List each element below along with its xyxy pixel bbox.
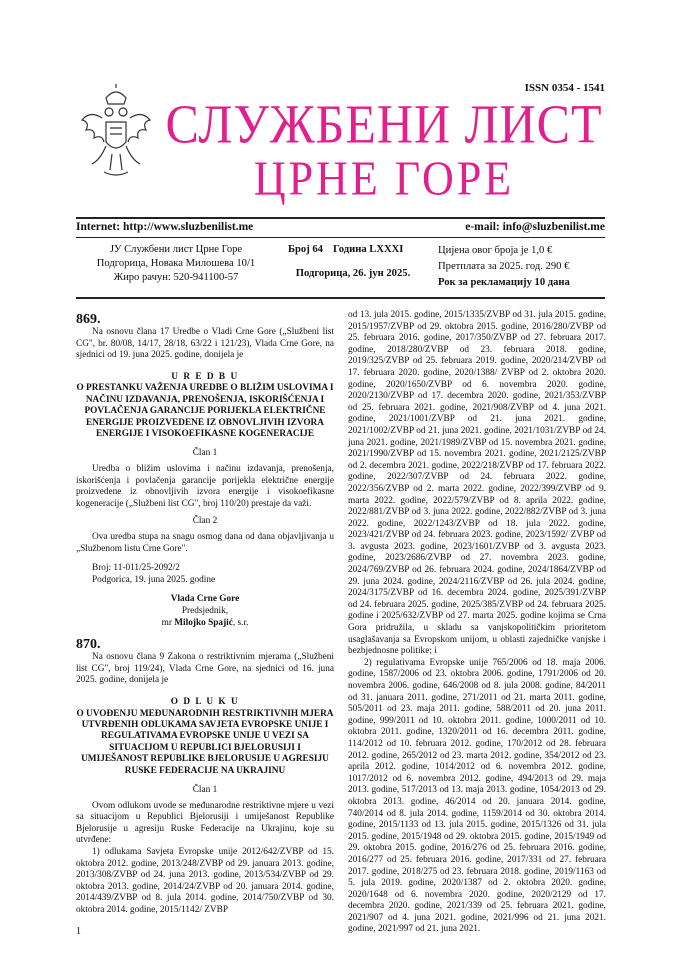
doc-title: O D L U K U <box>170 696 240 707</box>
list-item: 1) odlukama Savjeta Evropske unije 2012/642/ZVBP od 15. oktobra 2012. godine, 2013/248/ZVBP od 29. januara 2013. godine, 2013/308/ZVBP od 24. juna 2013. godine, 2013/534/ZVBP od 29. oktobra 2013. godine, 2014/24/ZVBP od 20. januara 2014. godine, 2014/439/ZVBP od 8. jula 2014. godine, 2014/750/ZVBP od 30. oktobra 2014. godine, 2015/1142/ ZVBP <box>76 846 334 915</box>
article-heading: Član 1 <box>192 784 218 795</box>
doc-reference: Broj: 11-011/25-2092/2 <box>92 563 180 574</box>
price-info: Цијена овог броја је 1,0 € Претплата за 2025. год. 290 € Рок за рекламацију 10 дана <box>438 245 570 288</box>
left-column <box>76 312 334 916</box>
doc-place-date: Podgorica, 19. juna 2025. godine <box>92 574 216 585</box>
issn: ISSN 0354 - 1541 <box>524 82 605 94</box>
issue-info <box>288 243 418 281</box>
masthead-subtitle: ЦРНЕ ГОРЕ <box>253 151 515 206</box>
header-rule-top <box>76 217 605 219</box>
email-link[interactable]: e-mail: info@sluzbenilist.me <box>465 221 605 233</box>
doc-number: 869. <box>76 312 101 327</box>
masthead-title: СЛУЖБЕНИ ЛИСТ <box>165 93 603 155</box>
coat-of-arms-icon <box>76 84 156 184</box>
article-text: Ovom odlukom uvode se međunarodne restriktivne mjere u vezi sa situacijom u Republici Bjelorusiji i umiješanost Republike Bjelorusije u agresiju Ruske Federacije na Ukrajinu, koje su utvrđene: <box>76 800 334 846</box>
header-rule-bottom <box>76 297 605 299</box>
right-column <box>348 310 606 936</box>
doc-intro: Na osnovu člana 17 Uredbe o Vladi Crne Gore („Službeni list CG", br. 80/08, 14/17, 28/18, 63/22 i 121/23), Vlada Crne Gore, na sjednici od 19. juna 2025. godine, donijela je <box>76 327 334 361</box>
issue-number: Број 64 <box>288 244 323 255</box>
page-number: 1 <box>76 926 81 937</box>
article-text: Ova uredba stupa na snagu osmog dana od dana objavljivanja u „Službenom listu Crne Gore". <box>76 531 334 554</box>
issue-date: Подгорица, 26. јун 2025. <box>295 268 411 279</box>
signature-block: Vlada Crne Gore Predsjednik, mr Milojko Spajić, s.r. <box>161 594 249 628</box>
doc-title: U R E D B U <box>171 371 239 382</box>
article-text: Uredba o bližim uslovima i načinu izdavanja, prenošenja, iskorišćenja i povlačenja garancije porijekla električne energije proizvedene iz obnovljivih izvora energije i visokoefikasne kogeneracije („Službeni list CG", broj 110/20) prestaje da važi. <box>76 464 334 509</box>
article-heading: Član 1 <box>192 448 218 459</box>
doc-subtitle: O PRESTANKU VAŽENJA UREDBE O BLIŽIM USLOVIMA I NAČINU IZDAVANJA, PRENOŠENJA, ISKORIŠĆENJA I POVLAČENJA GARANCIJE PORIJEKLA ELEKTRIČNE ENERGIJE PROIZVEDENE IZ OBNOVLJIVIH IZVORA ENERGIJE I VISOKOEFIKASNE KOGENERACIJE <box>76 383 334 439</box>
list-item: 2) regulativama Evropske unije 765/2006 od 18. maja 2006. godine, 1587/2006 od 23. oktobra 2006. godine, 1791/2006 od 20. novembra 2006. godine, 646/2008 od 8. jula 2008. godine, 84/2011 od 31. januara 2011. godine, 271/2011 od 21. marta 2011. godine, 505/2011 od 23. maja 2011. godine, 588/2011 od 20. juna 2011. godine, 999/2011 od 10. oktobra 2011. godine, 1000/2011 od 10. oktobra 2011. godine, 1320/2011 od 16. decembra 2011. godine, 114/2012 od 10. februara 2012. godine, 170/2012 od 28. februara 2012. godine, 265/2012 od 23. marta 2012. godine, 354/2012 od 23. aprila 2012. godine, 1014/2012 od 6. novembra 2012. godine, 1017/2012 od 6. novembra 2012. godine, 494/2013 od 29. maja 2013. godine, 517/2013 od 13. maja 2013. godine, 1054/2013 od 29. oktobra 2013. godine, 46/2014 od 20. januara 2014. godine, 740/2014 od 8. jula 2014. godine, 1159/2014 od 30. oktobra 2014. godine, 2015/1133 od 13. jula 2015. godine, 2015/1326 od 31. jula 2015. godine, 2015/1948 od 29. oktobra 2015. godine, 2015/1949 od 29. oktobra 2015. godine, 2016/276 od 25. februara 2016. godine, 2016/277 od 25. februara 2016. godine, 2017/331 od 27. februara 2017. godine, 2018/275 od 23. februara 2018. godine, 2019/1163 od 5. jula 2019. godine, 2020/1387 od 2. oktobra 2020. godine, 2020/1648 od 6. novembra 2020. godine, 2020/2129 od 17. decembra 2020. godine, 2021/339 od 25. februara 2021. godine, 2021/907 od 4. juna 2021. godine, 2021/996 od 21. juna 2021. godine, 2021/997 od 21. juna 2021. <box>348 657 606 935</box>
doc-intro: Na osnovu člana 9 Zakona o restriktivnim mjerama („Službeni list CG", broj 119/24), Vlada Crne Gore, na sjednici od 16. juna 2025. godine, donijela je <box>76 652 334 686</box>
article-heading: Član 2 <box>192 516 218 527</box>
publisher-info: ЈУ Службени лист Црне Горе Подгорица, Новака Милошева 10/1 Жиро рачун: 520-941100-57 <box>96 244 256 283</box>
doc-number: 870. <box>76 637 101 653</box>
list-item-continued: od 13. jula 2015. godine, 2015/1335/ZVBP od 31. jula 2015. godine, 2015/1957/ZVBP od 29. oktobra 2015. godine, 2016/280/ZVBP od 25. februara 2016. godine, 2017/350/ZVBP od 27. februara 2017. godine, 2018/280/ZVBP od 23. februara 2018. godine, 2019/325/ZVBP od 25. februara 2019. godine, 2020/214/ZVBP od 17. februara 2020. godine, 2020/1388/ ZVBP od 2. oktobra 2020. godine, 2020/1650/ZVBP od 6. novembra 2020. godine, 2020/2130/ZVBP od 17. decembra 2020. godine, 2021/353/ZVBP od 25. februara 2021. godine, 2021/908/ZVBP od 4. juna 2021. godine, 2021/1001/ZVBP od 21. juna 2021. godine, 2021/1002/ZVBP od 21. juna 2021. godine, 2021/1031/ZVBP od 24. juna 2021. godine, 2021/1989/ZVBP od 15. novembra 2021. godine, 2021/1990/ZVBP od 15. novembra 2021. godine, 2021/2125/ZVBP od 2. decembra 2021. godine, 2022/218/ZVBP od 17. februara 2022. godine, 2022/307/ZVBP od 24. februara 2022. godine, 2022/356/ZVBP od 2. marta 2022. godine, 2022/399/ZVBP od 9. marta 2022. godine, 2022/579/ZVBP od 8. aprila 2022. godine, 2022/881/ZVBP od 3. juna 2022. godine, 2022/882/ZVBP od 3. juna 2022. godine, 2022/1243/ZVBP od 18. jula 2022. godine, 2023/421/ZVBP od 24. februara 2023. godine, 2023/1592/ ZVBP od 3. avgusta 2023. godine, 2023/1601/ZVBP od 3. avgusta 2023. godine, 2023/2686/ZVBP od 27. novembra 2023. godine, 2024/769/ZVBP od 26. februara 2024. godine, 2024/1864/ZVBP od 29. juna 2024. godine, 2024/2116/ZVBP od 26. jula 2024. godine, 2024/3175/ZVBP od 16. decembra 2024. godine, 2025/391/ZVBP od 24. februara 2025. godine, 2025/385/ZVBP od 24. februara 2025. godine i 2025/632/ZVBP od 27. marta 2025. godine kojima se Crna Gora pridružila, u skladu sa vanjskopolitičkim prioritetom usaglašavanja sa Evropskom unijom, u oblasti zajedničke vanjske i bezbjednosne politike; i <box>348 310 606 657</box>
issue-year: Година LXXXI <box>332 244 404 255</box>
header-rule-mid <box>76 237 605 238</box>
internet-link[interactable]: Internet: http://www.sluzbenilist.me <box>76 221 254 233</box>
doc-subtitle: O UVOĐENJU MEĐUNARODNIH RESTRIKTIVNIH MJERA UTVRĐENIH ODLUKAMA SAVJETA EVROPSKE UNIJE I REGULATIVAMA EVROPSKE UNIJE U VEZI SA SITUACIJOM U REPUBLICI BJELORUSIJI I UMIJEŠANOST REPUBLIKE BJELORUSIJE U AGRESIJU RUSKE FEDERACIJE NA UKRAJINU <box>76 708 334 776</box>
